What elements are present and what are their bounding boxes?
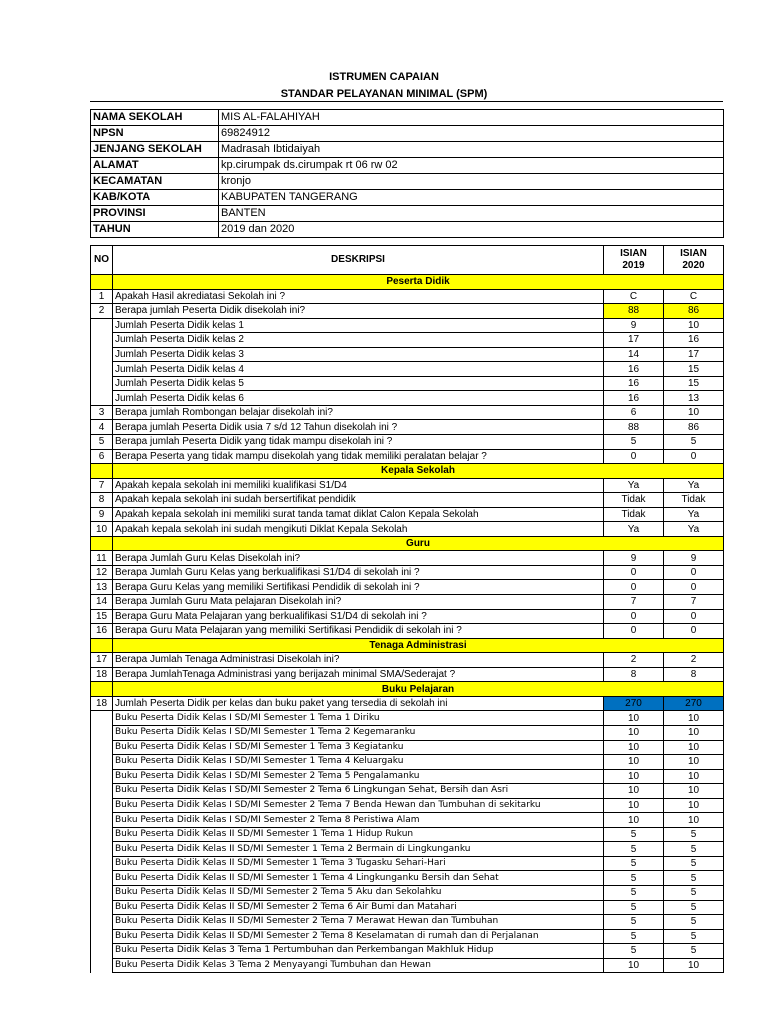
value-2020: 0 bbox=[664, 624, 724, 639]
value-2019: 5 bbox=[604, 871, 664, 886]
table-row bbox=[91, 755, 724, 770]
value-2020: 86 bbox=[664, 420, 724, 435]
value-2019: 16 bbox=[604, 376, 664, 391]
value-2019: 0 bbox=[604, 624, 664, 639]
table-row bbox=[91, 856, 724, 871]
value-2019: Ya bbox=[604, 478, 664, 493]
row-description: Jumlah Peserta Didik kelas 4 bbox=[113, 362, 604, 377]
row-description: Berapa Jumlah Guru Mata pelajaran Disekolah ini? bbox=[113, 595, 604, 610]
document-title: ISTRUMEN CAPAIAN bbox=[329, 71, 439, 83]
row-description: Berapa Jumlah Tenaga Administrasi Disekolah ini? bbox=[113, 653, 604, 668]
value-2020: 7 bbox=[664, 595, 724, 610]
info-label: JENJANG SEKOLAH bbox=[91, 142, 219, 158]
row-number bbox=[91, 900, 113, 915]
value-2019: 5 bbox=[604, 885, 664, 900]
row-description: Buku Peserta Didik Kelas II SD/MI Semester 1 Tema 2 Bermain di Lingkunganku bbox=[113, 842, 604, 857]
table-row bbox=[91, 624, 724, 639]
value-2020: 0 bbox=[664, 609, 724, 624]
value-2019: 270 bbox=[604, 696, 664, 711]
value-2019: 10 bbox=[604, 958, 664, 973]
table-row bbox=[91, 304, 724, 319]
row-number: 10 bbox=[91, 522, 113, 537]
value-2020: 9 bbox=[664, 551, 724, 566]
table-row bbox=[91, 376, 724, 391]
value-2019: 10 bbox=[604, 798, 664, 813]
row-description: Apakah kepala sekolah ini memiliki kualifikasi S1/D4 bbox=[113, 478, 604, 493]
row-number bbox=[91, 871, 113, 886]
row-number bbox=[91, 856, 113, 871]
info-label: ALAMAT bbox=[91, 158, 219, 174]
value-2019: 5 bbox=[604, 929, 664, 944]
table-row bbox=[91, 362, 724, 377]
value-2020: 15 bbox=[664, 362, 724, 377]
title-underline bbox=[90, 101, 723, 102]
value-2020: 10 bbox=[664, 784, 724, 799]
value-2019: 88 bbox=[604, 420, 664, 435]
info-row bbox=[91, 142, 724, 158]
table-row bbox=[91, 798, 724, 813]
table-row bbox=[91, 711, 724, 726]
row-number bbox=[91, 798, 113, 813]
info-value: KABUPATEN TANGERANG bbox=[219, 190, 724, 206]
section-title: Buku Pelajaran bbox=[113, 682, 724, 697]
row-description: Buku Peserta Didik Kelas 3 Tema 1 Pertumbuhan dan Perkembangan Makhluk Hidup bbox=[113, 944, 604, 959]
row-number bbox=[91, 813, 113, 828]
section-blank-cell bbox=[91, 682, 113, 697]
row-number bbox=[91, 391, 113, 406]
info-label: KECAMATAN bbox=[91, 174, 219, 190]
info-value: 2019 dan 2020 bbox=[219, 222, 724, 238]
row-number: 17 bbox=[91, 653, 113, 668]
row-description: Berapa Guru Mata Pelajaran yang memiliki Sertifikasi Pendidik di sekolah ini ? bbox=[113, 624, 604, 639]
row-description: Buku Peserta Didik Kelas I SD/MI Semester 1 Tema 2 Kegemaranku bbox=[113, 725, 604, 740]
row-number bbox=[91, 740, 113, 755]
info-row bbox=[91, 206, 724, 222]
table-row bbox=[91, 900, 724, 915]
row-description: Buku Peserta Didik Kelas 3 Tema 2 Menyayangi Tumbuhan dan Hewan bbox=[113, 958, 604, 973]
section-title: Tenaga Administrasi bbox=[113, 638, 724, 653]
row-description: Buku Peserta Didik Kelas I SD/MI Semester 2 Tema 6 Lingkungan Sehat, Bersih dan Asri bbox=[113, 784, 604, 799]
value-2020: 10 bbox=[664, 958, 724, 973]
info-label: NAMA SEKOLAH bbox=[91, 110, 219, 126]
value-2020: 5 bbox=[664, 842, 724, 857]
row-number: 14 bbox=[91, 595, 113, 610]
row-number bbox=[91, 784, 113, 799]
value-2019: 10 bbox=[604, 725, 664, 740]
row-description: Buku Peserta Didik Kelas II SD/MI Semester 1 Tema 4 Lingkunganku Bersih dan Sehat bbox=[113, 871, 604, 886]
section-blank-cell bbox=[91, 464, 113, 479]
value-2019: 17 bbox=[604, 333, 664, 348]
row-description: Jumlah Peserta Didik per kelas dan buku paket yang tersedia di sekolah ini bbox=[113, 696, 604, 711]
table-row bbox=[91, 871, 724, 886]
value-2019: 0 bbox=[604, 449, 664, 464]
row-number: 18 bbox=[91, 667, 113, 682]
table-row bbox=[91, 391, 724, 406]
info-value: kronjo bbox=[219, 174, 724, 190]
table-row bbox=[91, 740, 724, 755]
value-2019: 0 bbox=[604, 609, 664, 624]
table-row bbox=[91, 522, 724, 537]
row-number bbox=[91, 725, 113, 740]
row-description: Berapa Jumlah Guru Kelas Disekolah ini? bbox=[113, 551, 604, 566]
row-number bbox=[91, 755, 113, 770]
document-subtitle: STANDAR PELAYANAN MINIMAL (SPM) bbox=[280, 88, 488, 100]
value-2020: 10 bbox=[664, 798, 724, 813]
value-2020: 86 bbox=[664, 304, 724, 319]
row-description: Apakah Hasil akrediatasi Sekolah ini ? bbox=[113, 289, 604, 304]
row-number: 3 bbox=[91, 405, 113, 420]
value-2019: Tidak bbox=[604, 507, 664, 522]
table-row bbox=[91, 595, 724, 610]
table-row bbox=[91, 696, 724, 711]
value-2020: 17 bbox=[664, 347, 724, 362]
row-description: Berapa Guru Mata Pelajaran yang berkualifikasi S1/D4 di sekolah ini ? bbox=[113, 609, 604, 624]
row-number: 18 bbox=[91, 696, 113, 711]
header-isian-2020-year: 2020 bbox=[682, 260, 705, 271]
header-isian-2020-label: ISIAN bbox=[680, 248, 707, 259]
value-2019: 5 bbox=[604, 915, 664, 930]
row-description: Berapa Jumlah Guru Kelas yang berkualifikasi S1/D4 di sekolah ini ? bbox=[113, 565, 604, 580]
row-number: 8 bbox=[91, 493, 113, 508]
info-row bbox=[91, 158, 724, 174]
spm-table bbox=[90, 245, 724, 973]
row-number: 12 bbox=[91, 565, 113, 580]
table-row bbox=[91, 885, 724, 900]
row-description: Berapa jumlah Peserta Didik usia 7 s/d 12 Tahun disekolah ini ? bbox=[113, 420, 604, 435]
value-2020: Ya bbox=[664, 522, 724, 537]
value-2019: 5 bbox=[604, 827, 664, 842]
table-row bbox=[91, 347, 724, 362]
table-row bbox=[91, 842, 724, 857]
row-description: Berapa jumlah Peserta Didik disekolah ini? bbox=[113, 304, 604, 319]
value-2019: 5 bbox=[604, 435, 664, 450]
table-row bbox=[91, 493, 724, 508]
info-value: BANTEN bbox=[219, 206, 724, 222]
row-description: Jumlah Peserta Didik kelas 6 bbox=[113, 391, 604, 406]
table-row bbox=[91, 667, 724, 682]
value-2020: 10 bbox=[664, 405, 724, 420]
table-row bbox=[91, 725, 724, 740]
row-description: Apakah kepala sekolah ini sudah bersertifikat pendidik bbox=[113, 493, 604, 508]
value-2020: 10 bbox=[664, 813, 724, 828]
section-row bbox=[91, 682, 724, 697]
section-row bbox=[91, 275, 724, 290]
table-row bbox=[91, 318, 724, 333]
value-2020: 10 bbox=[664, 755, 724, 770]
value-2020: 10 bbox=[664, 711, 724, 726]
section-row bbox=[91, 464, 724, 479]
info-label: NPSN bbox=[91, 126, 219, 142]
row-number bbox=[91, 333, 113, 348]
info-value: kp.cirumpak ds.cirumpak rt 06 rw 02 bbox=[219, 158, 724, 174]
table-row bbox=[91, 915, 724, 930]
value-2020: 15 bbox=[664, 376, 724, 391]
school-info-table bbox=[90, 109, 724, 238]
row-description: Jumlah Peserta Didik kelas 1 bbox=[113, 318, 604, 333]
row-description: Buku Peserta Didik Kelas I SD/MI Semester 2 Tema 8 Peristiwa Alam bbox=[113, 813, 604, 828]
section-blank-cell bbox=[91, 638, 113, 653]
value-2020: 5 bbox=[664, 435, 724, 450]
row-number bbox=[91, 944, 113, 959]
value-2019: 14 bbox=[604, 347, 664, 362]
table-row bbox=[91, 507, 724, 522]
row-description: Buku Peserta Didik Kelas I SD/MI Semester 2 Tema 5 Pengalamanku bbox=[113, 769, 604, 784]
table-row bbox=[91, 478, 724, 493]
value-2020: 13 bbox=[664, 391, 724, 406]
row-description: Apakah kepala sekolah ini memiliki surat tanda tamat diklat Calon Kepala Sekolah bbox=[113, 507, 604, 522]
table-row bbox=[91, 449, 724, 464]
value-2020: 5 bbox=[664, 827, 724, 842]
table-row bbox=[91, 333, 724, 348]
value-2020: 0 bbox=[664, 580, 724, 595]
row-number: 11 bbox=[91, 551, 113, 566]
row-description: Buku Peserta Didik Kelas I SD/MI Semester 1 Tema 3 Kegiatanku bbox=[113, 740, 604, 755]
value-2019: 9 bbox=[604, 318, 664, 333]
value-2020: 10 bbox=[664, 740, 724, 755]
value-2020: 0 bbox=[664, 449, 724, 464]
row-number bbox=[91, 827, 113, 842]
value-2020: Tidak bbox=[664, 493, 724, 508]
section-blank-cell bbox=[91, 275, 113, 290]
value-2020: 8 bbox=[664, 667, 724, 682]
row-description: Buku Peserta Didik Kelas I SD/MI Semester 2 Tema 7 Benda Hewan dan Tumbuhan di sekitarku bbox=[113, 798, 604, 813]
table-row bbox=[91, 944, 724, 959]
value-2019: 5 bbox=[604, 900, 664, 915]
row-description: Berapa jumlah Rombongan belajar disekolah ini? bbox=[113, 405, 604, 420]
info-label: KAB/KOTA bbox=[91, 190, 219, 206]
value-2019: 5 bbox=[604, 944, 664, 959]
row-description: Jumlah Peserta Didik kelas 3 bbox=[113, 347, 604, 362]
table-row bbox=[91, 653, 724, 668]
row-description: Buku Peserta Didik Kelas I SD/MI Semester 1 Tema 1 Diriku bbox=[113, 711, 604, 726]
value-2020: Ya bbox=[664, 507, 724, 522]
info-row bbox=[91, 126, 724, 142]
row-number: 6 bbox=[91, 449, 113, 464]
row-description: Berapa jumlah Peserta Didik yang tidak mampu disekolah ini ? bbox=[113, 435, 604, 450]
value-2019: 0 bbox=[604, 580, 664, 595]
table-row bbox=[91, 784, 724, 799]
row-description: Buku Peserta Didik Kelas II SD/MI Semester 1 Tema 3 Tugasku Sehari-Hari bbox=[113, 856, 604, 871]
value-2020: 5 bbox=[664, 871, 724, 886]
value-2020: 5 bbox=[664, 929, 724, 944]
section-blank-cell bbox=[91, 536, 113, 551]
header-isian-2020 bbox=[664, 246, 724, 275]
table-row bbox=[91, 565, 724, 580]
row-description: Buku Peserta Didik Kelas I SD/MI Semester 1 Tema 4 Keluargaku bbox=[113, 755, 604, 770]
row-number bbox=[91, 885, 113, 900]
value-2020: 10 bbox=[664, 769, 724, 784]
table-row bbox=[91, 420, 724, 435]
value-2019: 2 bbox=[604, 653, 664, 668]
row-number bbox=[91, 842, 113, 857]
info-value: 69824912 bbox=[219, 126, 724, 142]
value-2019: 10 bbox=[604, 740, 664, 755]
row-description: Buku Peserta Didik Kelas II SD/MI Semester 2 Tema 8 Keselamatan di rumah dan di Perjalanan bbox=[113, 929, 604, 944]
info-row bbox=[91, 222, 724, 238]
table-row bbox=[91, 405, 724, 420]
row-number: 4 bbox=[91, 420, 113, 435]
row-number bbox=[91, 769, 113, 784]
section-row bbox=[91, 536, 724, 551]
row-description: Berapa JumlahTenaga Administrasi yang berijazah minimal SMA/Sederajat ? bbox=[113, 667, 604, 682]
value-2019: 10 bbox=[604, 769, 664, 784]
table-row bbox=[91, 435, 724, 450]
info-value: Madrasah Ibtidaiyah bbox=[219, 142, 724, 158]
row-number: 1 bbox=[91, 289, 113, 304]
section-title: Peserta Didik bbox=[113, 275, 724, 290]
row-number bbox=[91, 711, 113, 726]
info-row bbox=[91, 110, 724, 126]
value-2020: 10 bbox=[664, 725, 724, 740]
value-2019: 5 bbox=[604, 842, 664, 857]
table-row bbox=[91, 769, 724, 784]
header-no: NO bbox=[91, 246, 113, 275]
row-number bbox=[91, 362, 113, 377]
table-row bbox=[91, 580, 724, 595]
value-2019: 8 bbox=[604, 667, 664, 682]
info-value: MIS AL-FALAHIYAH bbox=[219, 110, 724, 126]
value-2020: 5 bbox=[664, 885, 724, 900]
table-row bbox=[91, 929, 724, 944]
row-description: Jumlah Peserta Didik kelas 5 bbox=[113, 376, 604, 391]
value-2020: 5 bbox=[664, 900, 724, 915]
table-row bbox=[91, 813, 724, 828]
header-isian-2019-year: 2019 bbox=[622, 260, 645, 271]
row-description: Berapa Peserta yang tidak mampu disekolah yang tidak memiliki peralatan belajar ? bbox=[113, 449, 604, 464]
info-row bbox=[91, 174, 724, 190]
table-row bbox=[91, 289, 724, 304]
value-2020: 5 bbox=[664, 944, 724, 959]
row-number: 5 bbox=[91, 435, 113, 450]
value-2019: C bbox=[604, 289, 664, 304]
value-2019: 16 bbox=[604, 391, 664, 406]
value-2019: Tidak bbox=[604, 493, 664, 508]
value-2020: C bbox=[664, 289, 724, 304]
info-label: TAHUN bbox=[91, 222, 219, 238]
value-2020: 5 bbox=[664, 856, 724, 871]
value-2020: Ya bbox=[664, 478, 724, 493]
value-2019: 10 bbox=[604, 755, 664, 770]
row-number: 2 bbox=[91, 304, 113, 319]
row-number bbox=[91, 347, 113, 362]
header-description: DESKRIPSI bbox=[113, 246, 604, 275]
row-number: 15 bbox=[91, 609, 113, 624]
value-2019: 88 bbox=[604, 304, 664, 319]
section-title: Guru bbox=[113, 536, 724, 551]
value-2020: 5 bbox=[664, 915, 724, 930]
header-isian-2019 bbox=[604, 246, 664, 275]
row-description: Buku Peserta Didik Kelas II SD/MI Semester 2 Tema 7 Merawat Hewan dan Tumbuhan bbox=[113, 915, 604, 930]
value-2019: 10 bbox=[604, 784, 664, 799]
value-2020: 0 bbox=[664, 565, 724, 580]
value-2019: 5 bbox=[604, 856, 664, 871]
value-2019: 6 bbox=[604, 405, 664, 420]
value-2019: 0 bbox=[604, 565, 664, 580]
row-description: Buku Peserta Didik Kelas II SD/MI Semester 2 Tema 6 Air Bumi dan Matahari bbox=[113, 900, 604, 915]
row-number bbox=[91, 376, 113, 391]
value-2019: 10 bbox=[604, 813, 664, 828]
row-number bbox=[91, 915, 113, 930]
row-description: Buku Peserta Didik Kelas II SD/MI Semester 1 Tema 1 Hidup Rukun bbox=[113, 827, 604, 842]
value-2019: 7 bbox=[604, 595, 664, 610]
section-row bbox=[91, 638, 724, 653]
value-2020: 2 bbox=[664, 653, 724, 668]
value-2019: 10 bbox=[604, 711, 664, 726]
info-row bbox=[91, 190, 724, 206]
row-number: 13 bbox=[91, 580, 113, 595]
row-number: 16 bbox=[91, 624, 113, 639]
row-number bbox=[91, 958, 113, 973]
section-title: Kepala Sekolah bbox=[113, 464, 724, 479]
row-number: 7 bbox=[91, 478, 113, 493]
info-label: PROVINSI bbox=[91, 206, 219, 222]
value-2019: 16 bbox=[604, 362, 664, 377]
value-2019: 9 bbox=[604, 551, 664, 566]
row-description: Buku Peserta Didik Kelas II SD/MI Semester 2 Tema 5 Aku dan Sekolahku bbox=[113, 885, 604, 900]
row-number bbox=[91, 929, 113, 944]
value-2019: Ya bbox=[604, 522, 664, 537]
row-description: Apakah kepala sekolah ini sudah mengikuti Diklat Kepala Sekolah bbox=[113, 522, 604, 537]
row-number: 9 bbox=[91, 507, 113, 522]
table-row bbox=[91, 958, 724, 973]
row-number bbox=[91, 318, 113, 333]
table-row bbox=[91, 827, 724, 842]
table-header-row bbox=[91, 246, 724, 275]
value-2020: 270 bbox=[664, 696, 724, 711]
row-description: Berapa Guru Kelas yang memiliki Sertifikasi Pendidik di sekolah ini ? bbox=[113, 580, 604, 595]
table-row bbox=[91, 609, 724, 624]
value-2020: 16 bbox=[664, 333, 724, 348]
value-2020: 10 bbox=[664, 318, 724, 333]
row-description: Jumlah Peserta Didik kelas 2 bbox=[113, 333, 604, 348]
header-isian-2019-label: ISIAN bbox=[620, 248, 647, 259]
table-row bbox=[91, 551, 724, 566]
